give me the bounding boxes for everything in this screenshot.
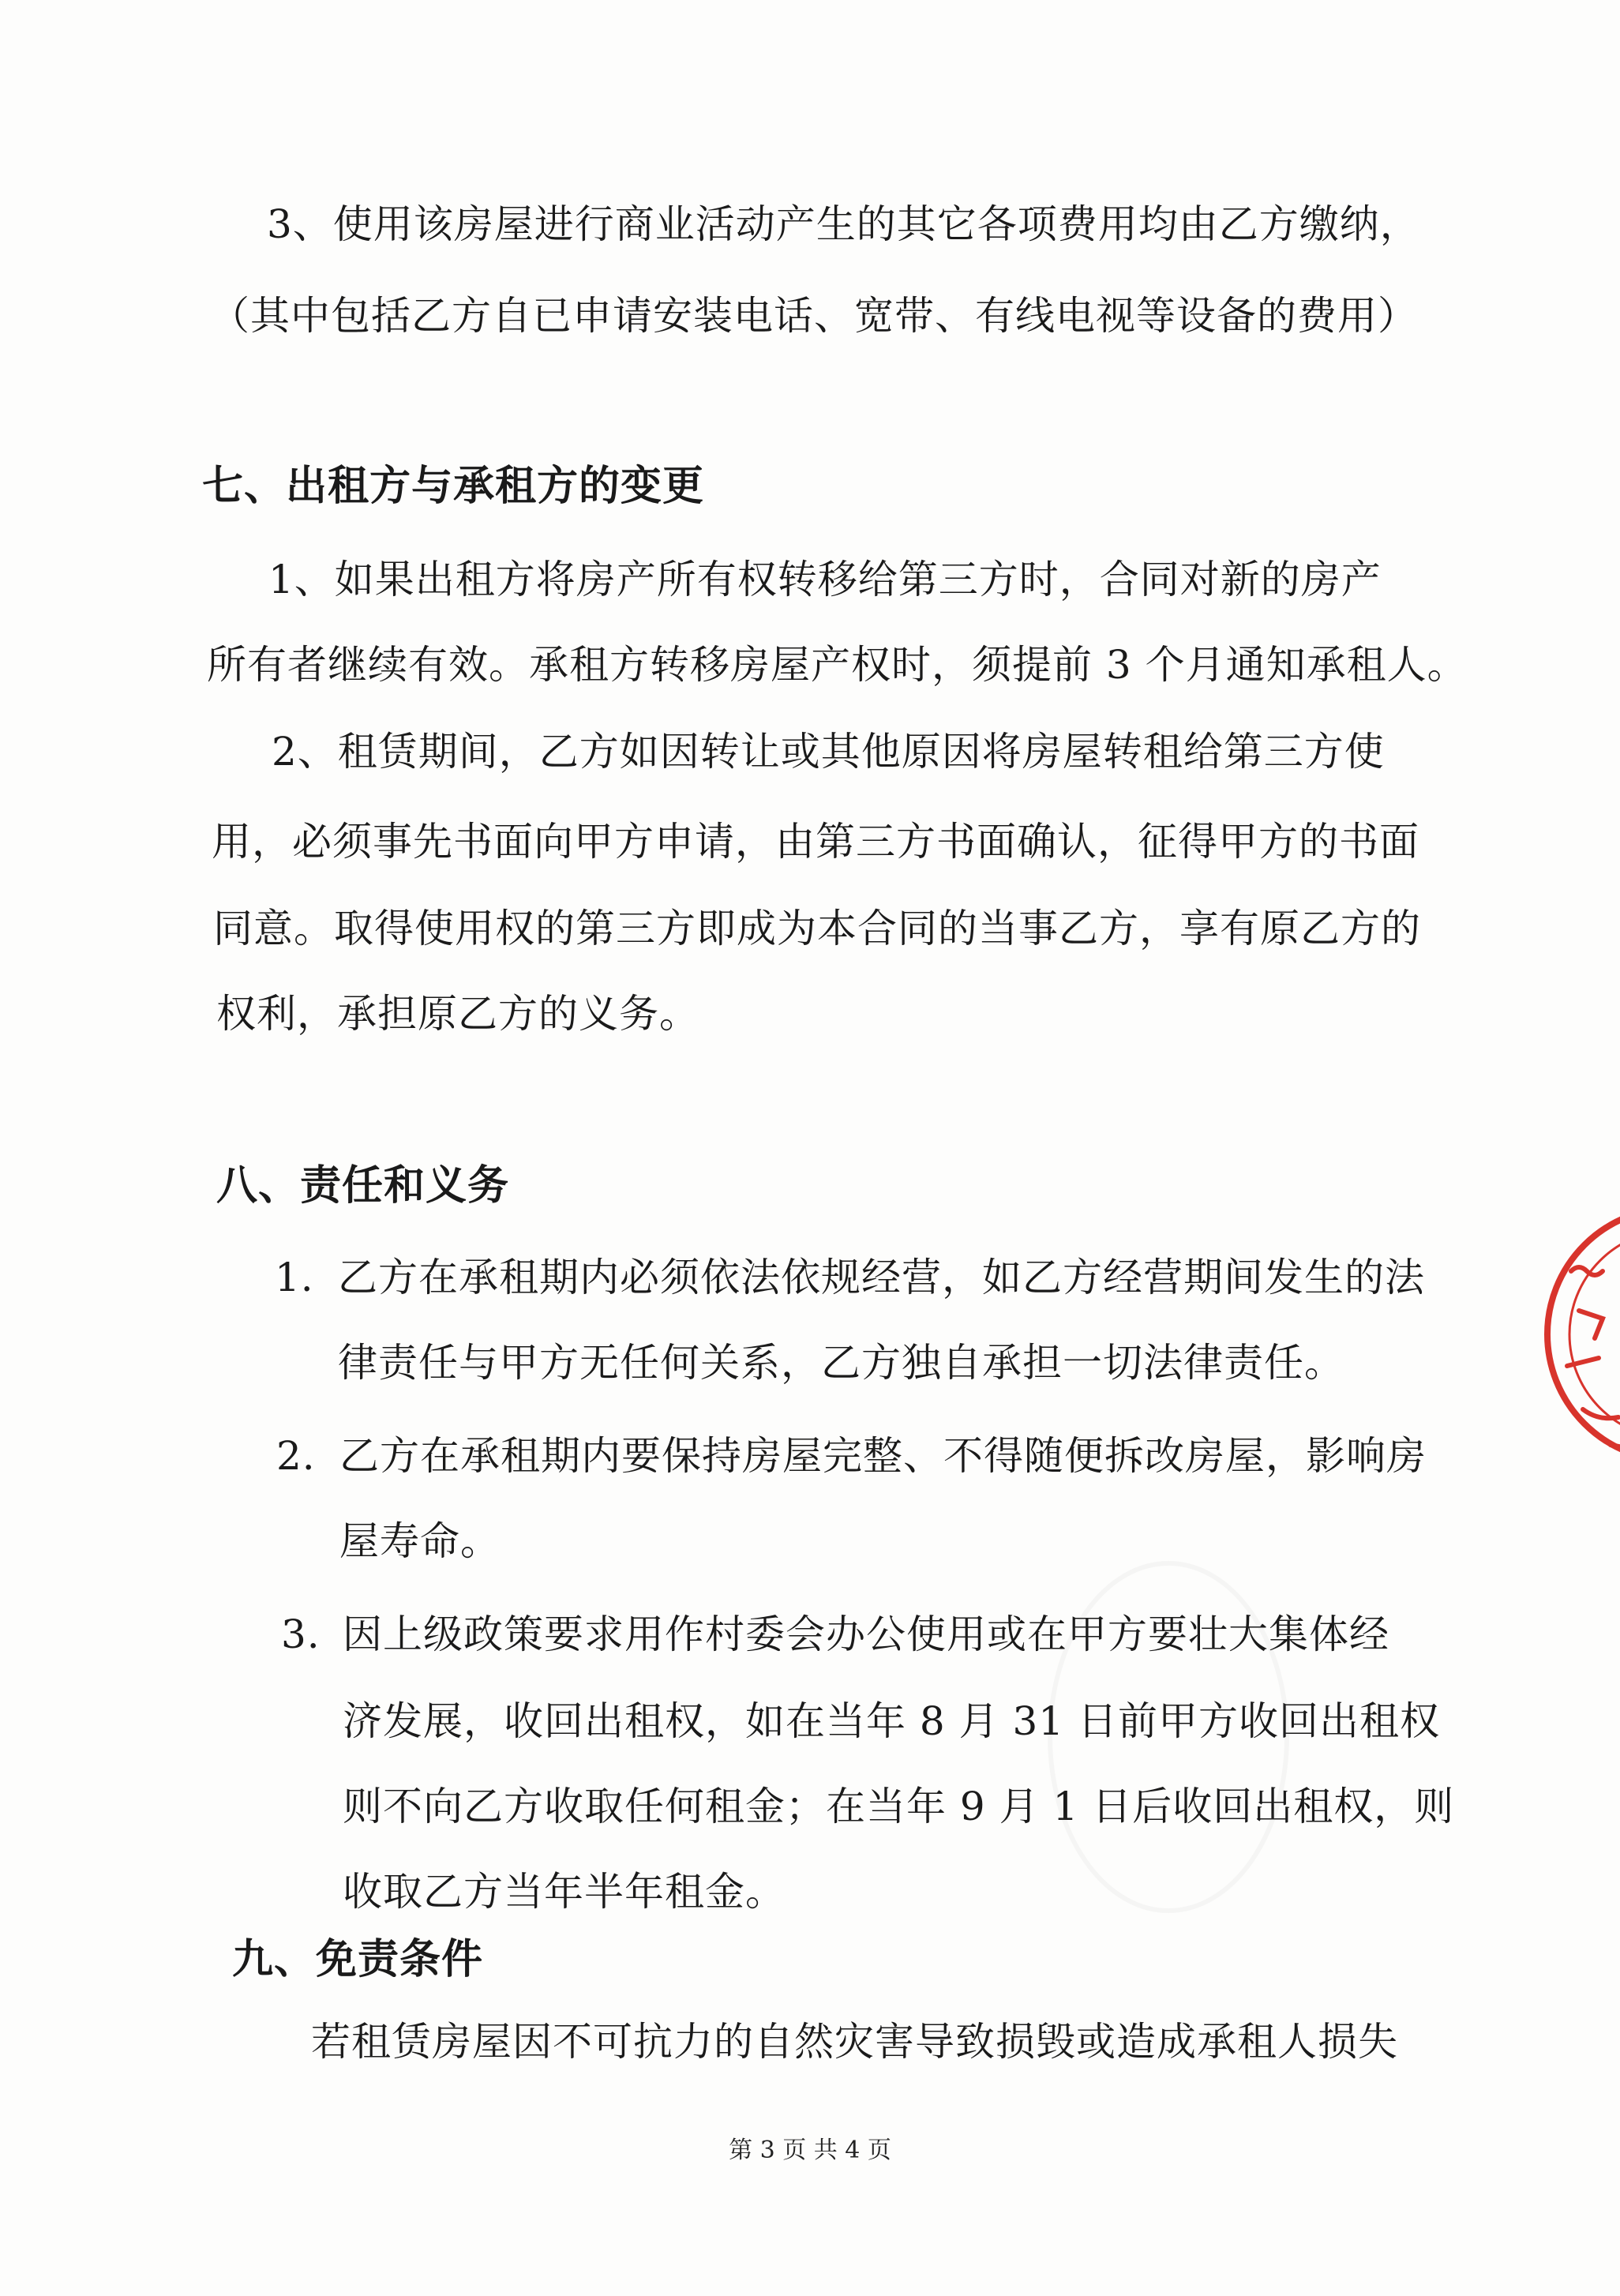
red-seal-stamp-icon	[1524, 1184, 1620, 1484]
clause-6-item-3-line-2: （其中包括乙方自已申请安装电话、宽带、有线电视等设备的费用）	[210, 293, 1418, 339]
section-9-line-1: 若租赁房屋因不可抗力的自然灾害导致损毁或造成承租人损失	[311, 2019, 1398, 2065]
section-8-item-3-line-3: 则不向乙方收取任何租金；在当年 9 月 1 日后收回出租权，则	[343, 1784, 1455, 1829]
faint-watermark-icon	[1042, 1548, 1295, 1926]
section-7-item-2-line-1: 2、租赁期间，乙方如因转让或其他原因将房屋转租给第三方使	[272, 729, 1385, 775]
section-8-item-1-line-2: 律责任与甲方无任何关系，乙方独自承担一切法律责任。	[338, 1340, 1344, 1386]
section-7-item-2-line-2: 用，必须事先书面向甲方申请，由第三方书面确认，征得甲方的书面	[212, 819, 1419, 865]
section-7-item-2-line-3: 同意。取得使用权的第三方即成为本合同的当事乙方，享有原乙方的	[213, 906, 1421, 951]
section-8-item-1-line-1: 乙方在承租期内必须依法依规经营，如乙方经营期间发生的法	[338, 1255, 1425, 1300]
section-9-heading: 九、免责条件	[232, 1935, 484, 1983]
clause-6-item-3-line-1: 3、使用该房屋进行商业活动产生的其它各项费用均由乙方缴纳，	[267, 201, 1420, 247]
section-8-item-3-line-4: 收取乙方当年半年租金。	[343, 1869, 786, 1915]
section-8-item-2-line-2: 屋寿命。	[339, 1518, 501, 1564]
section-8-item-3-number: 3.	[281, 1611, 321, 1657]
section-7-item-1-line-1: 1、如果出租方将房产所有权转移给第三方时，合同对新的房产	[268, 557, 1382, 602]
section-7-item-1-line-2: 所有者继续有效。承租方转移房屋产权时，须提前 3 个月通知承租人。	[207, 642, 1468, 688]
page-footer: 第 3 页 共 4 页	[729, 2137, 891, 2164]
section-7-heading: 七、出租方与承租方的变更	[202, 462, 705, 510]
section-7-item-2-line-4: 权利，承担原乙方的义务。	[216, 991, 699, 1037]
section-8-item-1-number: 1.	[275, 1255, 314, 1300]
section-8-item-3-line-1: 因上级政策要求用作村委会办公使用或在甲方要壮大集体经	[343, 1611, 1389, 1657]
section-8-heading: 八、责任和义务	[216, 1161, 510, 1210]
section-8-item-2-number: 2.	[276, 1433, 316, 1479]
section-8-item-3-line-2: 济发展，收回出租权，如在当年 8 月 31 日前甲方收回出租权	[343, 1698, 1441, 1744]
section-8-item-2-line-1: 乙方在承租期内要保持房屋完整、不得随便拆改房屋，影响房	[339, 1433, 1427, 1479]
